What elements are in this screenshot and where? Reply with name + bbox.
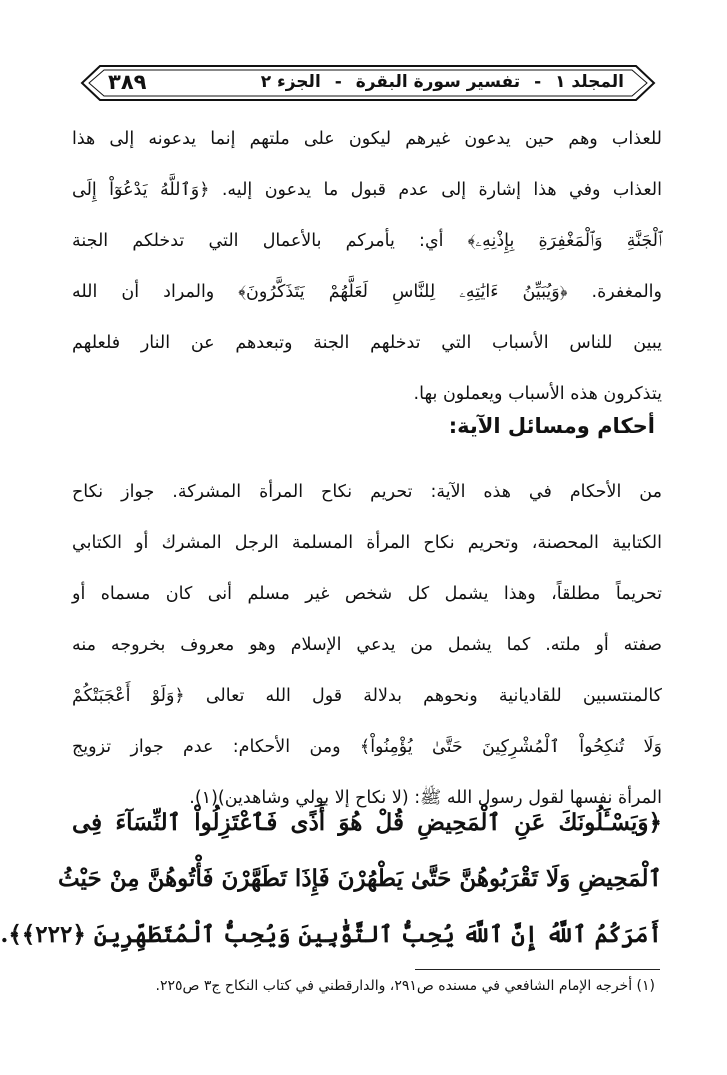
- running-title: [257, 72, 628, 92]
- text-line: يبين للناس الأسباب التي تدخلهم الجنة وتبعدهم عن النار فلعلهم: [72, 333, 662, 353]
- title-separator: -: [334, 72, 342, 92]
- footnote: (١) أخرجه الإمام الشافعي في مسنده ص٢٩١، والدارقطني في كتاب النكاح ج٣ ص٢٢٥.: [155, 978, 655, 994]
- text-line: وَلَا تُنكِحُواْ ٱلْمُشْرِكِينَ حَتَّىٰ يُؤْمِنُواْ﴾ ومن الأحكام: عدم جواز تزويج: [72, 737, 662, 757]
- text-line: الكتابية المحصنة، وتحريم نكاح المرأة المسلمة الرجل المشرك أو الكتابي: [72, 533, 662, 553]
- text-line: العذاب وفي هذا إشارة إلى عدم قبول ما يدعون إليه. ﴿وَٱللَّهُ يَدْعُوٓاْ إِلَى: [72, 180, 662, 200]
- paragraph-rulings: [72, 467, 662, 824]
- volume-label: المجلد ١: [555, 72, 624, 92]
- text-line: المرأة نفسها لقول رسول الله ﷺ: (لا نكاح إلا بولي وشاهدين)(١).: [189, 788, 662, 808]
- text-line: للعذاب وهم حين يدعون غيرهم ليكون على ملتهم إنما يدعونه إلى هذا: [72, 129, 662, 149]
- text-line: من الأحكام في هذه الآية: تحريم نكاح المرأة المشركة. جواز نكاح: [72, 482, 662, 502]
- page-header: [78, 60, 658, 106]
- part-label: الجزء ٢: [260, 72, 321, 92]
- verse-line: ٱلْمَحِيضِ وَلَا تَقْرَبُوهُنَّ حَتَّىٰ يَطْهُرْنَ فَإِذَا تَطَهَّرْنَ فَأْتُوهُنَّ مِنْ حَيْثُ: [57, 865, 662, 892]
- verse-line: ﴿وَيَسْـَٔلُونَكَ عَنِ ٱلْمَحِيضِ قُلْ هُوَ أَذًى فَٱعْتَزِلُواْ ٱلنِّسَآءَ فِى: [72, 809, 662, 836]
- title-separator: -: [534, 72, 542, 92]
- text-line: تحريماً مطلقاً، وهذا يشمل كل شخص غير مسلم أنى كان مسماه أو: [72, 584, 662, 604]
- paragraph-tafsir: [72, 114, 662, 420]
- footnote-divider: [415, 969, 660, 970]
- text-line: صفته أو ملته. كما يشمل من يدعي الإسلام وهو معروف بخروجه منه: [72, 635, 662, 655]
- book-title: تفسير سورة البقرة: [355, 72, 521, 92]
- text-line: يتذكرون هذه الأسباب ويعملون بها.: [413, 384, 662, 404]
- verse-line: أَمَرَكُمُ ٱللَّهُ إِنَّ ٱللَّهَ يُحِبُّ ٱلتَّوَّٰبِينَ وَيُحِبُّ ٱلْمُتَطَهِّرِينَ ﴿٢٢٢﴾﴾.: [0, 921, 662, 948]
- text-line: كالمنتسبين للقاديانية ونحوهم بدلالة قول الله تعالى ﴿وَلَوْ أَعْجَبَتْكُمْ: [72, 686, 662, 706]
- section-heading: أحكام ومسائل الآية:: [448, 414, 655, 438]
- quran-verse: [0, 795, 662, 963]
- text-line: ٱلْجَنَّةِ وَٱلْمَغْفِرَةِ بِإِذْنِهِۦ﴾ أي: يأمركم بالأعمال التي تدخلكم الجنة: [72, 231, 662, 251]
- page-number: ٣٨٩: [108, 70, 147, 94]
- text-line: والمغفرة. ﴿وَيُبَيِّنُ ءَايَٰتِهِۦ لِلنَّاسِ لَعَلَّهُمْ يَتَذَكَّرُونَ﴾ والمراد أن الله: [72, 282, 662, 302]
